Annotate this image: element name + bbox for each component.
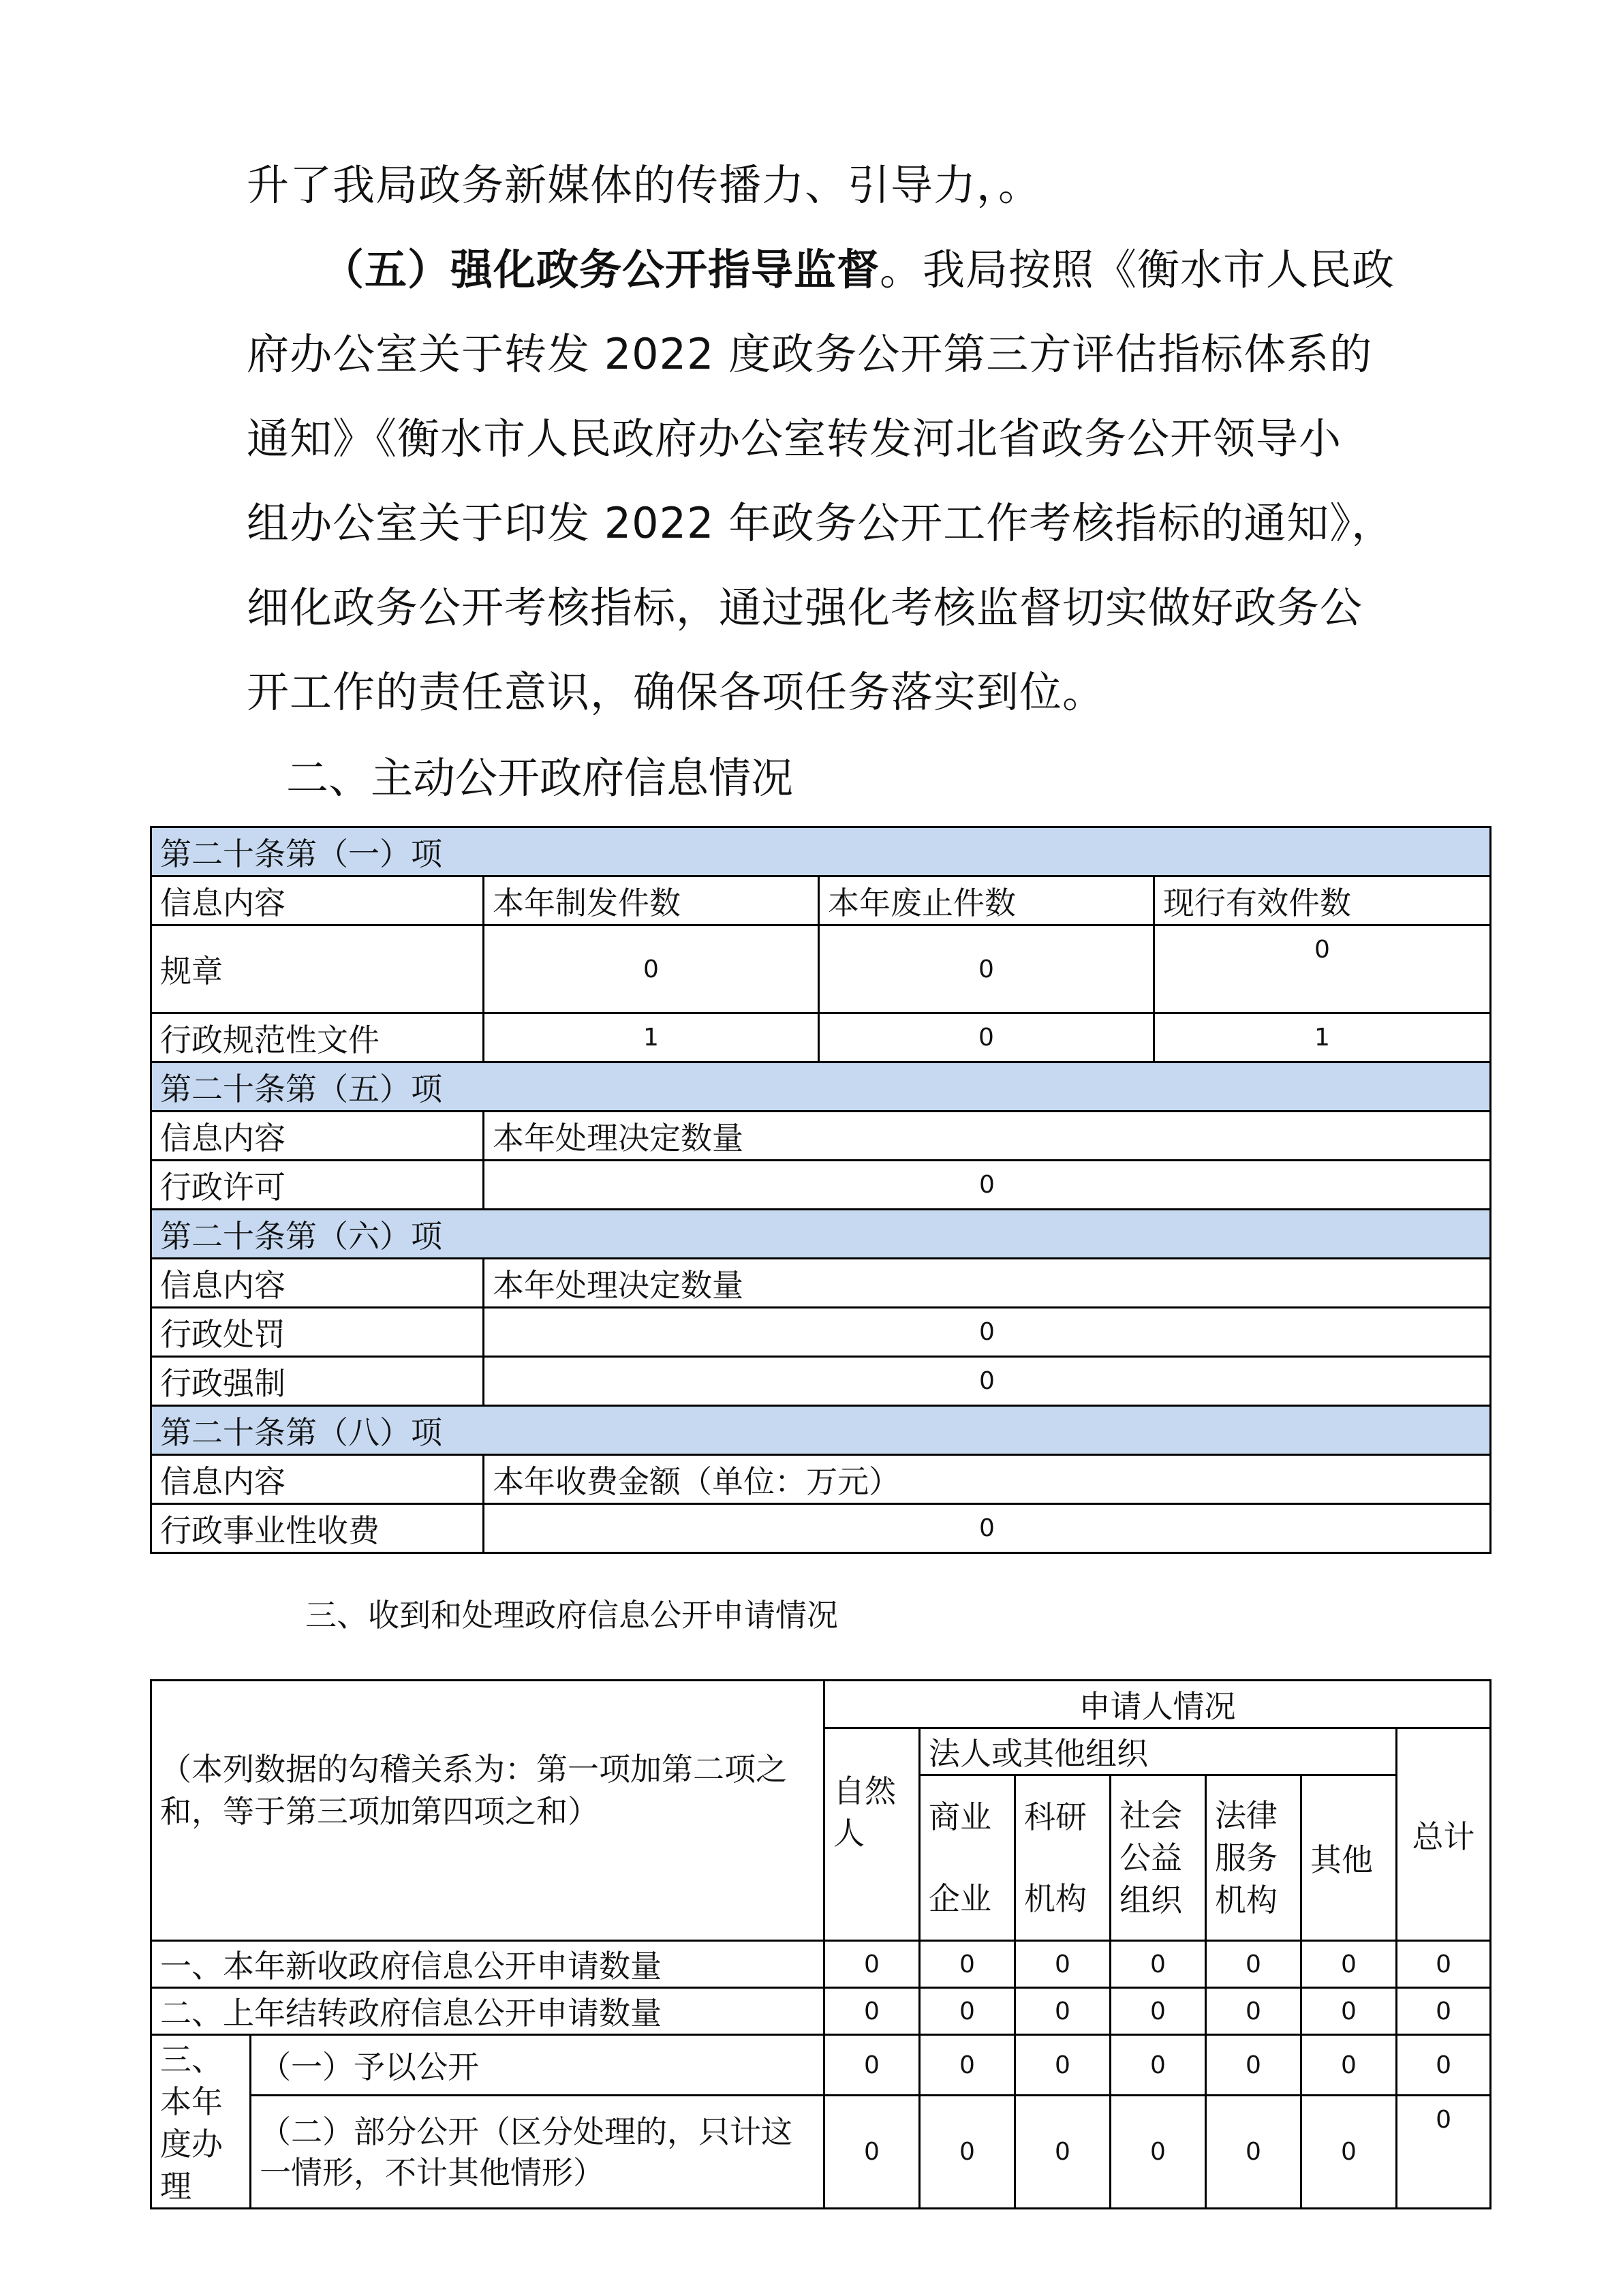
cell-value: 0 xyxy=(1397,1941,1491,1988)
column-header: 信息内容 xyxy=(151,876,484,925)
cell-value: 0 xyxy=(1206,1941,1301,1988)
subheading: （五）强化政务公开指导监督 xyxy=(322,245,880,294)
paragraph-line: 开工作的责任意识，确保各项任务落实到位。 xyxy=(247,667,1106,717)
cell-value: 0 xyxy=(1111,1988,1206,2035)
column-header: 本年收费金额（单位：万元） xyxy=(484,1455,1491,1504)
row-label: （一）予以公开 xyxy=(251,2035,824,2096)
cell-value: 1 xyxy=(1154,1013,1491,1062)
cell-value: 0 xyxy=(1301,1988,1397,2035)
row-label: 行政处罚 xyxy=(151,1308,484,1357)
cell-value: 0 xyxy=(1111,2035,1206,2096)
row-label: 二、上年结转政府信息公开申请数量 xyxy=(151,1988,824,2035)
cell-value: 0 xyxy=(484,1504,1491,1553)
cell-value: 0 xyxy=(1301,2096,1397,2209)
column-header: 法人或其他组织 xyxy=(920,1728,1397,1775)
column-header: 本年废止件数 xyxy=(819,876,1154,925)
section-heading: 第二十条第（八）项 xyxy=(151,1406,1491,1455)
row-label: 行政规范性文件 xyxy=(151,1013,484,1062)
cell-value: 0 xyxy=(920,2035,1015,2096)
cell-value: 0 xyxy=(920,2096,1015,2209)
row-label: 行政事业性收费 xyxy=(151,1504,484,1553)
section-heading: 第二十条第（五）项 xyxy=(151,1062,1491,1112)
cell-value: 0 xyxy=(484,1308,1491,1357)
cell-value: 0 xyxy=(1206,2035,1301,2096)
table-header-row xyxy=(151,1681,1491,1728)
paragraph-text: 。我局按照《衡水市人民政 xyxy=(880,245,1395,294)
column-header: 信息内容 xyxy=(151,1259,484,1308)
column-header: 申请人情况 xyxy=(824,1681,1491,1728)
report-body xyxy=(247,143,1395,735)
cell-value: 0 xyxy=(1206,1988,1301,2035)
cell-value: 0 xyxy=(1015,1941,1111,1988)
column-header: 科研机构 xyxy=(1015,1775,1111,1941)
section-3-title: 三、收到和处理政府信息公开申请情况 xyxy=(305,1597,838,1634)
table-header-row xyxy=(151,1455,1491,1504)
row-label: 行政强制 xyxy=(151,1357,484,1406)
cell-value: 0 xyxy=(1111,2096,1206,2209)
cell-value: 0 xyxy=(484,1161,1491,1210)
table-row xyxy=(151,1357,1491,1406)
cell-value: 0 xyxy=(824,2096,920,2209)
table-header-row xyxy=(151,1259,1491,1308)
column-header: 其他 xyxy=(1301,1775,1397,1941)
table-row xyxy=(151,1161,1491,1210)
paragraph-line xyxy=(247,228,1395,312)
cell-value: 0 xyxy=(824,1988,920,2035)
row-label: 行政许可 xyxy=(151,1161,484,1210)
cell-value: 0 xyxy=(920,1988,1015,2035)
cell-value: 0 xyxy=(1397,2096,1491,2209)
row-label: （二）部分公开（区分处理的，只计这一情形，不计其他情形） xyxy=(251,2096,824,2209)
cell-value: 0 xyxy=(484,1357,1491,1406)
paragraph-line: 府办公室关于转发 2022 度政务公开第三方评估指标体系的 xyxy=(247,329,1373,379)
column-header: 现行有效件数 xyxy=(1154,876,1491,925)
cell-value: 0 xyxy=(920,1941,1015,1988)
table-row xyxy=(151,1941,1491,1988)
cell-value: 0 xyxy=(1206,2096,1301,2209)
column-header: 总计 xyxy=(1397,1728,1491,1941)
paragraph-line: 通知》《衡水市人民政府办公室转发河北省政务公开领导小 xyxy=(247,414,1342,463)
cell-value: 1 xyxy=(484,1013,819,1062)
table-row xyxy=(151,1013,1491,1062)
column-header: 法律服务机构 xyxy=(1206,1775,1301,1941)
table-section-row xyxy=(151,1406,1491,1455)
table-section-row xyxy=(151,1210,1491,1259)
cell-value: 0 xyxy=(819,925,1154,1013)
table-row xyxy=(151,2035,1491,2096)
cell-value: 0 xyxy=(1301,1941,1397,1988)
row-group-label: 三、本年度办理 xyxy=(151,2035,251,2209)
relation-note: （本列数据的勾稽关系为：第一项加第二项之和，等于第三项加第四项之和） xyxy=(151,1681,824,1941)
table-row xyxy=(151,925,1491,1013)
paragraph-line: 升了我局政务新媒体的传播力、引导力，。 xyxy=(247,160,1042,210)
table-row xyxy=(151,2096,1491,2209)
column-header: 自然人 xyxy=(824,1728,920,1941)
table-row xyxy=(151,1988,1491,2035)
column-header: 社会公益组织 xyxy=(1111,1775,1206,1941)
column-header: 本年处理决定数量 xyxy=(484,1112,1491,1161)
section-heading: 第二十条第（六）项 xyxy=(151,1210,1491,1259)
table-row xyxy=(151,1504,1491,1553)
cell-value: 0 xyxy=(1111,1941,1206,1988)
column-header: 信息内容 xyxy=(151,1112,484,1161)
cell-value: 0 xyxy=(819,1013,1154,1062)
cell-value: 0 xyxy=(1154,925,1491,1013)
column-header: 信息内容 xyxy=(151,1455,484,1504)
paragraph-line: 组办公室关于印发 2022 年政务公开工作考核指标的通知》， xyxy=(247,498,1395,548)
cell-value: 0 xyxy=(1397,1988,1491,2035)
proactive-disclosure-table xyxy=(150,826,1491,1554)
column-header: 本年处理决定数量 xyxy=(484,1259,1491,1308)
application-handling-table xyxy=(150,1679,1491,2209)
paragraph-line: 细化政务公开考核指标，通过强化考核监督切实做好政务公 xyxy=(247,583,1363,632)
section-heading: 第二十条第（一）项 xyxy=(151,827,1491,876)
cell-value: 0 xyxy=(1301,2035,1397,2096)
table-header-row xyxy=(151,876,1491,925)
section-2-title: 二、主动公开政府信息情况 xyxy=(286,753,794,803)
cell-value: 0 xyxy=(1015,1988,1111,2035)
cell-value: 0 xyxy=(1015,2035,1111,2096)
row-label: 一、本年新收政府信息公开申请数量 xyxy=(151,1941,824,1988)
cell-value: 0 xyxy=(484,925,819,1013)
table-section-row xyxy=(151,1062,1491,1112)
table-row xyxy=(151,1308,1491,1357)
cell-value: 0 xyxy=(1015,2096,1111,2209)
cell-value: 0 xyxy=(1397,2035,1491,2096)
column-header: 本年制发件数 xyxy=(484,876,819,925)
column-header: 商业企业 xyxy=(920,1775,1015,1941)
table-header-row xyxy=(151,1112,1491,1161)
row-label: 规章 xyxy=(151,925,484,1013)
table-section-row xyxy=(151,827,1491,876)
cell-value: 0 xyxy=(824,2035,920,2096)
cell-value: 0 xyxy=(824,1941,920,1988)
